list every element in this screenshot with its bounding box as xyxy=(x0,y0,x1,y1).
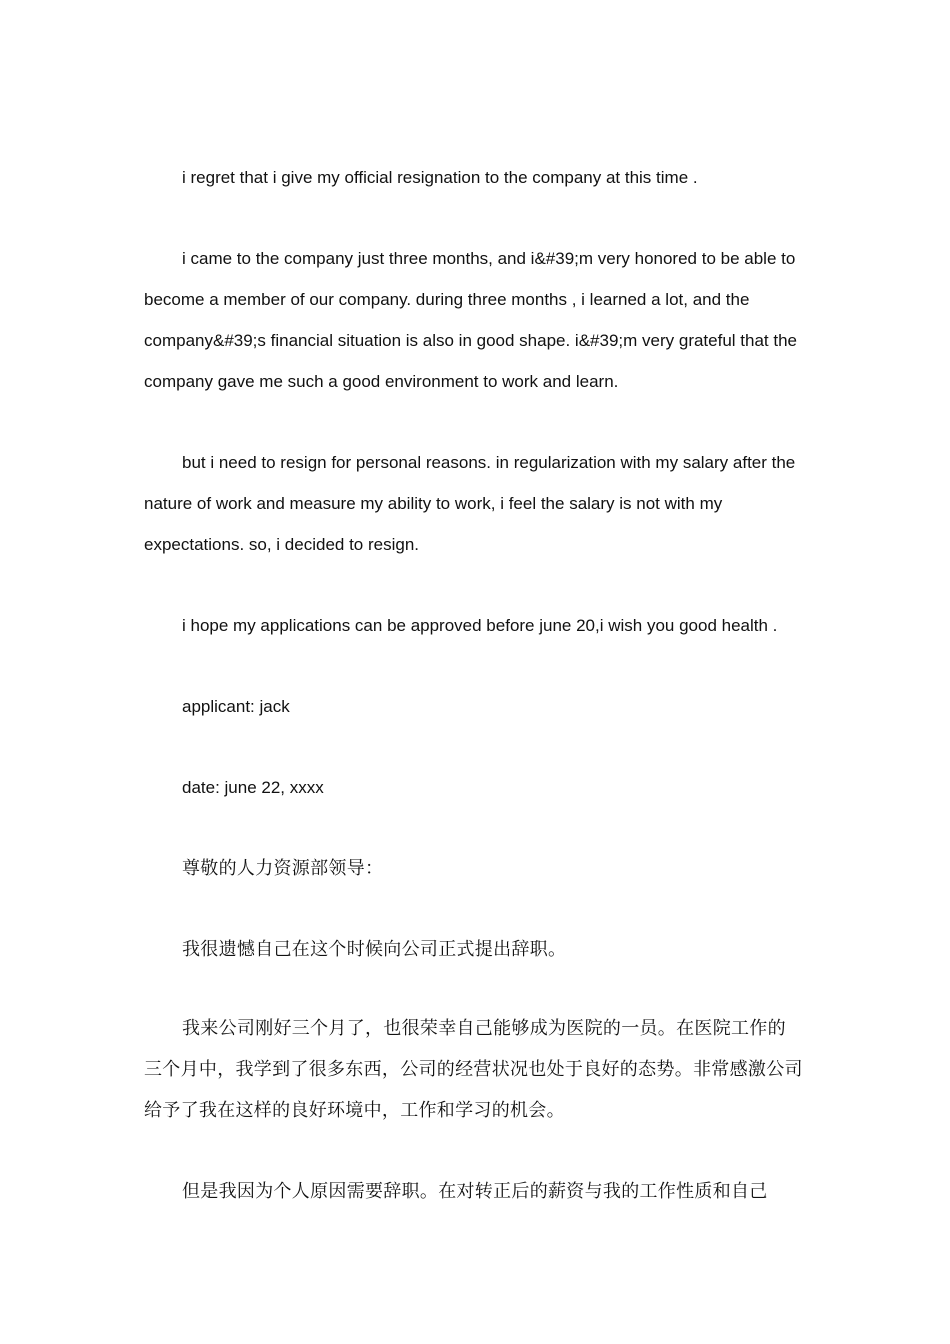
paragraph-three-months: i came to the company just three months, and i&#39;m very honored to be able to become a member of our company. during three months , i learned a lot, and the company&#39;s financial situation is also in good shape. i&#39;m very grateful that the company gave me such a good environment to work and learn. xyxy=(144,249,797,391)
applicant-line: applicant: jack xyxy=(182,697,290,716)
salutation-cn: 尊敬的人力资源部领导： xyxy=(182,858,384,879)
paragraph-regret-cn: 我很遗憾自己在这个时候向公司正式提出辞职。 xyxy=(182,939,567,960)
paragraph-personal-reasons: but i need to resign for personal reasons. in regularization with my salary after the nature of work and measure my ability to work, i feel the salary is not with my expectations. so, i decided to resign. xyxy=(144,453,796,554)
paragraph-regret: i regret that i give my official resignation to the company at this time . xyxy=(182,168,698,187)
paragraph-three-months-cn: 我来公司刚好三个月了，也很荣幸自己能够成为医院的一员。在医院工作的三个月中，我学到了很多东西，公司的经营状况也处于良好的态势。非常感激公司给予了我在这样的良好环境中，工作和学习的机会。 xyxy=(144,1018,803,1121)
date-line: date: june 22, xxxx xyxy=(182,778,324,797)
paragraph-personal-reasons-cn: 但是我因为个人原因需要辞职。在对转正后的薪资与我的工作性质和自己 xyxy=(182,1181,768,1202)
paragraph-approval-hope: i hope my applications can be approved before june 20,i wish you good health . xyxy=(182,616,778,635)
